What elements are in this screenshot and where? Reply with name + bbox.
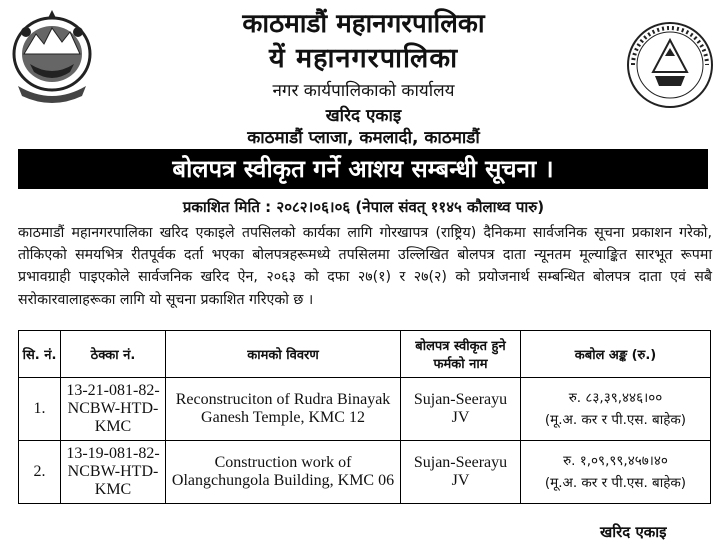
row-amount: [521, 378, 711, 441]
publication-date: प्रकाशित मिति : २०८२।०६।०६ (नेपाल संवत् ११४५ कौलाथ्व पारु): [182, 198, 545, 216]
col-header-description: कामको विवरण: [166, 331, 401, 378]
row-description: Construction work of Olangchungola Building, KMC 06: [166, 441, 401, 504]
office-name: नगर कार्यपालिकाको कार्यालय: [272, 81, 455, 101]
org-name: काठमाडौं महानगरपालिका: [242, 9, 485, 39]
row-amount: [521, 441, 711, 504]
row-sn: 2.: [19, 441, 61, 504]
office-address: काठमाडौं प्लाजा, कमलादी, काठमाडौं: [247, 128, 480, 148]
table-row: [19, 378, 711, 441]
unit-name: खरिद एकाइ: [325, 106, 402, 126]
notice-body: काठमाडौं महानगरपालिका खरिद एकाइले तपसिलको कार्यका लागि गोरखापत्र (राष्ट्रिय) दैनिकमा सार्वजनिक सूचना प्रकाशन गरेको, तोकिएको समयभित्र रीतपूर्वक दर्ता भएका बोलपत्रहरूमध्ये तपसिलमा उल्लिखित बोलपत्र दाता न्यूनतम मूल्याङ्कित सारभूत रूपमा प्रभावग्राही पाइएकोले सार्वजनिक खरिद ऐन, २०६३ को दफा २७(१) र २७(२) को प्रयोजनार्थ सम्बन्धित बोलपत्र दाता एवं सबै सरोकारवालाहरूका लागि यो सूचना प्रकाशित गरिएको छ ।: [18, 225, 712, 308]
col-header-contract-no: ठेक्का नं.: [61, 331, 166, 378]
award-table: [18, 330, 711, 504]
row-amount-value: रु. १,०९,९९,४५७।४०: [563, 453, 668, 469]
col-header-sn: सि. नं.: [19, 331, 61, 378]
org-name-nepal-bhasa: यें महानगरपालिका: [268, 43, 459, 74]
row-firm: Sujan-Seerayu JV: [401, 441, 521, 504]
row-amount-note: (मू.अ. कर र पी.एस. बाहेक): [544, 412, 687, 428]
row-firm: Sujan-Seerayu JV: [401, 378, 521, 441]
header: [0, 0, 727, 146]
row-contract-no: 13-19-081-82-NCBW-HTD-KMC: [61, 441, 166, 504]
row-amount-note: (मू.अ. कर र पी.एस. बाहेक): [544, 475, 687, 491]
kmc-seal-icon: [625, 20, 715, 110]
footer-signature: खरिद एकाइ: [600, 523, 667, 541]
row-description: Reconstruciton of Rudra Binayak Ganesh Temple, KMC 12: [166, 378, 401, 441]
row-sn: 1.: [19, 378, 61, 441]
table-row: [19, 441, 711, 504]
row-contract-no: 13-21-081-82-NCBW-HTD-KMC: [61, 378, 166, 441]
table-header-row: [19, 331, 711, 378]
notice-title-banner: बोलपत्र स्वीकृत गर्ने आशय सम्बन्धी सूचना ।: [18, 149, 708, 189]
col-header-firm: बोलपत्र स्वीकृत हुने फर्मको नाम: [401, 331, 521, 378]
col-header-amount: कबोल अङ्क (रु.): [521, 331, 711, 378]
row-amount-value: रु. ८३,३९,४४६।००: [568, 390, 663, 406]
